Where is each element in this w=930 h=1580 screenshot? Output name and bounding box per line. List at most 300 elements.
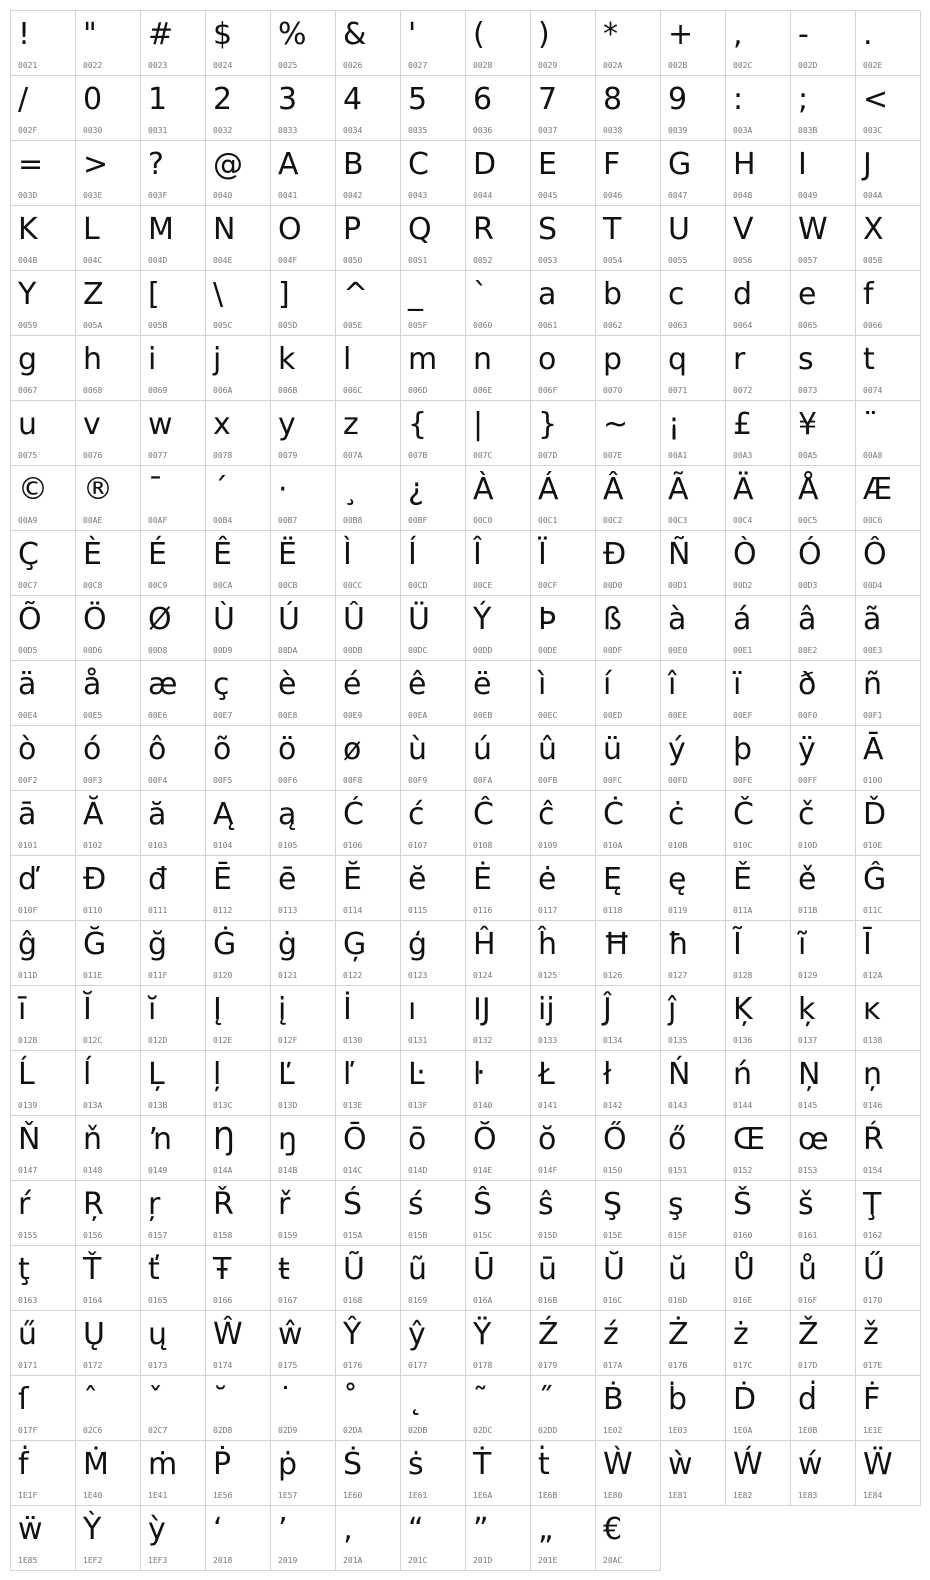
glyph-cell	[336, 791, 401, 856]
glyph-cell	[791, 141, 856, 206]
glyph-codepoint: 0152	[733, 1166, 753, 1175]
glyph-codepoint: 006D	[408, 386, 428, 395]
glyph-codepoint: 00D6	[83, 646, 103, 655]
glyph-cell	[791, 726, 856, 791]
glyph-codepoint: 00EA	[408, 711, 428, 720]
glyph-char: ļ	[213, 1057, 222, 1092]
glyph-cell	[726, 336, 791, 401]
glyph-cell	[791, 986, 856, 1051]
glyph-char: Ì	[343, 537, 352, 572]
glyph-char: œ	[798, 1122, 829, 1157]
glyph-codepoint: 1E80	[603, 1491, 623, 1500]
glyph-codepoint: 00EC	[538, 711, 558, 720]
glyph-char: Þ	[538, 602, 557, 637]
glyph-char: ō	[408, 1122, 427, 1157]
glyph-codepoint: 003A	[733, 126, 753, 135]
glyph-char: y	[278, 407, 296, 442]
glyph-char: ž	[863, 1317, 879, 1352]
glyph-char: Ü	[408, 602, 430, 637]
glyph-char: ő	[668, 1122, 687, 1157]
glyph-codepoint: 0164	[83, 1296, 103, 1305]
glyph-cell	[791, 1246, 856, 1311]
glyph-codepoint: 00CE	[473, 581, 493, 590]
glyph-codepoint: 02C7	[148, 1426, 168, 1435]
glyph-codepoint: 201A	[343, 1556, 363, 1565]
glyph-codepoint: 0105	[278, 841, 298, 850]
glyph-cell	[466, 1311, 531, 1376]
glyph-char: Ô	[863, 537, 887, 572]
glyph-char: Ï	[538, 537, 547, 572]
glyph-cell	[401, 11, 466, 76]
glyph-char: ?	[148, 147, 164, 182]
glyph-char: [	[148, 277, 160, 312]
glyph-cell	[661, 1116, 726, 1181]
glyph-char: ·	[278, 472, 288, 507]
glyph-codepoint: 0143	[668, 1101, 688, 1110]
glyph-char: Y	[18, 277, 37, 312]
glyph-cell	[401, 76, 466, 141]
glyph-codepoint: 00F9	[408, 776, 428, 785]
glyph-codepoint: 00E4	[18, 711, 38, 720]
glyph-char: N	[213, 212, 236, 247]
glyph-codepoint: 0053	[538, 256, 558, 265]
glyph-cell	[661, 466, 726, 531]
glyph-codepoint: 0068	[83, 386, 103, 395]
glyph-codepoint: 00FC	[603, 776, 623, 785]
glyph-char: ¡	[668, 407, 681, 442]
glyph-cell	[76, 336, 141, 401]
glyph-codepoint: 0069	[148, 386, 168, 395]
glyph-codepoint: 00D2	[733, 581, 753, 590]
glyph-char: ă	[148, 797, 167, 832]
glyph-cell	[856, 271, 921, 336]
glyph-char: Ū	[473, 1252, 495, 1287]
glyph-cell	[466, 336, 531, 401]
glyph-char: ŕ	[18, 1187, 31, 1222]
glyph-cell	[336, 271, 401, 336]
glyph-char: ú	[473, 732, 493, 767]
glyph-codepoint: 1E83	[798, 1491, 818, 1500]
glyph-char: k	[278, 342, 296, 377]
glyph-char: ṡ	[408, 1447, 424, 1482]
glyph-codepoint: 0029	[538, 61, 558, 70]
glyph-codepoint: 0135	[668, 1036, 688, 1045]
glyph-cell	[401, 596, 466, 661]
glyph-cell	[76, 1441, 141, 1506]
glyph-codepoint: 017E	[863, 1361, 883, 1370]
glyph-char: _	[408, 277, 423, 312]
glyph-cell	[531, 401, 596, 466]
glyph-char: ë	[473, 667, 492, 702]
glyph-codepoint: 002C	[733, 61, 753, 70]
glyph-codepoint: 00E1	[733, 646, 753, 655]
glyph-cell	[271, 791, 336, 856]
glyph-char: ŭ	[668, 1252, 688, 1287]
glyph-char: \	[213, 277, 224, 312]
glyph-codepoint: 015D	[538, 1231, 558, 1240]
glyph-codepoint: 016A	[473, 1296, 493, 1305]
glyph-codepoint: 0116	[473, 906, 493, 915]
glyph-char: Ċ	[603, 797, 624, 832]
glyph-cell	[791, 596, 856, 661]
glyph-codepoint: 015B	[408, 1231, 428, 1240]
glyph-cell	[466, 856, 531, 921]
glyph-char: İ	[343, 992, 352, 1027]
glyph-char: Å	[798, 472, 819, 507]
glyph-cell	[11, 141, 76, 206]
glyph-char: P	[343, 212, 362, 247]
glyph-codepoint: 0076	[83, 451, 103, 460]
glyph-codepoint: 002A	[603, 61, 623, 70]
glyph-char: Ŀ	[408, 1057, 425, 1092]
glyph-cell	[336, 1051, 401, 1116]
glyph-cell	[11, 76, 76, 141]
glyph-cell	[466, 206, 531, 271]
glyph-codepoint: 00AF	[148, 516, 168, 525]
glyph-char: Ŭ	[603, 1252, 625, 1287]
glyph-codepoint: 016D	[668, 1296, 688, 1305]
glyph-codepoint: 0132	[473, 1036, 493, 1045]
glyph-char: `	[473, 277, 488, 312]
glyph-cell	[791, 1116, 856, 1181]
glyph-codepoint: 0133	[538, 1036, 558, 1045]
glyph-cell	[791, 921, 856, 986]
glyph-cell	[141, 791, 206, 856]
glyph-codepoint: 0048	[733, 191, 753, 200]
glyph-cell	[661, 401, 726, 466]
glyph-char: Ř	[213, 1187, 234, 1222]
glyph-char: ^	[343, 277, 369, 312]
glyph-char: ì	[538, 667, 547, 702]
glyph-codepoint: 0030	[83, 126, 103, 135]
glyph-char: +	[668, 17, 694, 52]
glyph-char: ĩ	[798, 927, 807, 962]
glyph-char: Û	[343, 602, 365, 637]
glyph-char: U	[668, 212, 690, 247]
glyph-cell	[661, 986, 726, 1051]
glyph-codepoint: 0115	[408, 906, 428, 915]
glyph-cell	[76, 1246, 141, 1311]
glyph-codepoint: 005B	[148, 321, 168, 330]
glyph-codepoint: 0075	[18, 451, 38, 460]
glyph-codepoint: 00E0	[668, 646, 688, 655]
glyph-char: ´	[213, 472, 228, 507]
glyph-cell	[856, 336, 921, 401]
glyph-codepoint: 02DC	[473, 1426, 493, 1435]
glyph-cell	[76, 466, 141, 531]
glyph-char: í	[603, 667, 612, 702]
glyph-char: 0	[83, 82, 103, 117]
glyph-codepoint: 00BF	[408, 516, 428, 525]
glyph-codepoint: 003B	[798, 126, 818, 135]
glyph-codepoint: 1E0B	[798, 1426, 818, 1435]
glyph-char: q	[668, 342, 688, 377]
glyph-char: Ṁ	[83, 1447, 109, 1482]
glyph-cell	[466, 11, 531, 76]
glyph-cell	[791, 1441, 856, 1506]
glyph-codepoint: 0045	[538, 191, 558, 200]
glyph-cell	[271, 986, 336, 1051]
glyph-cell	[531, 1376, 596, 1441]
glyph-char: {	[408, 407, 428, 442]
glyph-cell	[856, 791, 921, 856]
glyph-cell	[401, 791, 466, 856]
glyph-cell	[336, 1181, 401, 1246]
glyph-cell	[531, 661, 596, 726]
glyph-codepoint: 00A1	[668, 451, 688, 460]
glyph-cell	[856, 856, 921, 921]
glyph-cell	[856, 1116, 921, 1181]
glyph-cell	[76, 271, 141, 336]
glyph-char: å	[83, 667, 102, 702]
glyph-cell	[271, 726, 336, 791]
glyph-cell	[856, 1246, 921, 1311]
glyph-cell	[596, 791, 661, 856]
glyph-codepoint: 0126	[603, 971, 623, 980]
glyph-cell	[531, 271, 596, 336]
glyph-cell	[11, 206, 76, 271]
glyph-codepoint: 0106	[343, 841, 363, 850]
glyph-char: ů	[798, 1252, 818, 1287]
glyph-cell	[141, 141, 206, 206]
glyph-cell	[401, 206, 466, 271]
glyph-codepoint: 0070	[603, 386, 623, 395]
glyph-char: ċ	[668, 797, 685, 832]
glyph-char: ŗ	[148, 1187, 161, 1222]
glyph-codepoint: 00FB	[538, 776, 558, 785]
glyph-cell	[206, 1116, 271, 1181]
glyph-char: Ů	[733, 1252, 755, 1287]
glyph-char: ų	[148, 1317, 168, 1352]
glyph-cell	[856, 466, 921, 531]
glyph-cell	[76, 1181, 141, 1246]
glyph-cell	[76, 1311, 141, 1376]
glyph-char: K	[18, 212, 38, 247]
glyph-cell	[141, 1181, 206, 1246]
glyph-cell	[531, 1311, 596, 1376]
glyph-char: ḃ	[668, 1382, 688, 1417]
glyph-cell	[661, 1181, 726, 1246]
glyph-codepoint: 0171	[18, 1361, 38, 1370]
glyph-cell	[726, 401, 791, 466]
glyph-char: "	[83, 17, 97, 52]
glyph-codepoint: 017A	[603, 1361, 623, 1370]
glyph-cell	[401, 1311, 466, 1376]
glyph-codepoint: 004E	[213, 256, 233, 265]
glyph-codepoint: 0026	[343, 61, 363, 70]
glyph-codepoint: 0137	[798, 1036, 818, 1045]
glyph-char: s	[798, 342, 814, 377]
glyph-cell	[466, 1441, 531, 1506]
glyph-cell	[76, 986, 141, 1051]
glyph-codepoint: 1EF3	[148, 1556, 168, 1565]
glyph-codepoint: 00E7	[213, 711, 233, 720]
glyph-cell	[531, 1441, 596, 1506]
glyph-char: %	[278, 17, 307, 52]
glyph-codepoint: 0112	[213, 906, 233, 915]
glyph-cell	[791, 271, 856, 336]
glyph-char: ď	[18, 862, 38, 897]
glyph-cell	[791, 1311, 856, 1376]
glyph-codepoint: 00B4	[213, 516, 233, 525]
glyph-char: Ļ	[148, 1057, 165, 1092]
glyph-codepoint: 016C	[603, 1296, 623, 1305]
glyph-cell	[11, 1376, 76, 1441]
glyph-char: /	[18, 82, 29, 117]
glyph-cell	[11, 466, 76, 531]
glyph-char: Ī	[863, 927, 872, 962]
glyph-cell	[141, 1441, 206, 1506]
glyph-char: É	[148, 537, 167, 572]
glyph-char: <	[863, 82, 889, 117]
glyph-codepoint: 013F	[408, 1101, 428, 1110]
glyph-char: ð	[798, 667, 817, 702]
glyph-codepoint: 012E	[213, 1036, 233, 1045]
glyph-codepoint: 00D4	[863, 581, 883, 590]
glyph-codepoint: 0172	[83, 1361, 103, 1370]
glyph-cell	[206, 726, 271, 791]
glyph-cell	[726, 661, 791, 726]
glyph-codepoint: 1E1F	[18, 1491, 38, 1500]
glyph-codepoint: 0154	[863, 1166, 883, 1175]
glyph-codepoint: 0118	[603, 906, 623, 915]
glyph-cell	[596, 1506, 661, 1571]
glyph-codepoint: 0169	[408, 1296, 428, 1305]
glyph-codepoint: 013C	[213, 1101, 233, 1110]
glyph-codepoint: 007C	[473, 451, 493, 460]
glyph-codepoint: 1E84	[863, 1491, 883, 1500]
glyph-codepoint: 011A	[733, 906, 753, 915]
glyph-codepoint: 0134	[603, 1036, 623, 1045]
glyph-codepoint: 0039	[668, 126, 688, 135]
glyph-cell	[336, 726, 401, 791]
glyph-char: Ĵ	[603, 992, 612, 1027]
glyph-cell	[596, 1181, 661, 1246]
glyph-cell	[336, 1311, 401, 1376]
glyph-codepoint: 0077	[148, 451, 168, 460]
glyph-cell	[76, 11, 141, 76]
glyph-cell	[661, 921, 726, 986]
glyph-cell	[726, 466, 791, 531]
glyph-codepoint: 0147	[18, 1166, 38, 1175]
glyph-codepoint: 00CF	[538, 581, 558, 590]
glyph-codepoint: 013A	[83, 1101, 103, 1110]
glyph-char: Ã	[668, 472, 689, 507]
glyph-codepoint: 02DD	[538, 1426, 558, 1435]
glyph-char: ě	[798, 862, 817, 897]
glyph-cell	[661, 1311, 726, 1376]
glyph-cell	[401, 141, 466, 206]
glyph-char: ć	[408, 797, 425, 832]
glyph-codepoint: 0071	[668, 386, 688, 395]
glyph-char: m	[408, 342, 438, 377]
glyph-codepoint: 005E	[343, 321, 363, 330]
glyph-cell	[466, 1506, 531, 1571]
glyph-cell	[206, 986, 271, 1051]
glyph-char: ī	[18, 992, 27, 1027]
glyph-char: Ţ	[863, 1187, 882, 1222]
glyph-char: é	[343, 667, 362, 702]
glyph-char: j	[213, 342, 222, 377]
glyph-codepoint: 014D	[408, 1166, 428, 1175]
glyph-cell	[141, 401, 206, 466]
glyph-char: Ŋ	[213, 1122, 236, 1157]
glyph-codepoint: 0103	[148, 841, 168, 850]
glyph-cell	[531, 206, 596, 271]
glyph-codepoint: 0139	[18, 1101, 38, 1110]
glyph-codepoint: 010B	[668, 841, 688, 850]
glyph-char: Ą	[213, 797, 234, 832]
glyph-char: B	[343, 147, 364, 182]
glyph-codepoint: 0142	[603, 1101, 623, 1110]
glyph-char: ş	[668, 1187, 684, 1222]
glyph-cell	[206, 1181, 271, 1246]
glyph-char: ġ	[278, 927, 298, 962]
glyph-char: w	[148, 407, 173, 442]
glyph-char: ŏ	[538, 1122, 557, 1157]
glyph-codepoint: 201C	[408, 1556, 428, 1565]
glyph-codepoint: 0170	[863, 1296, 883, 1305]
glyph-char: ŧ	[278, 1252, 290, 1287]
glyph-cell	[206, 1376, 271, 1441]
glyph-codepoint: 006F	[538, 386, 558, 395]
glyph-char: ŷ	[408, 1317, 426, 1352]
glyph-cell	[401, 401, 466, 466]
glyph-char: ę	[668, 862, 687, 897]
glyph-codepoint: 0175	[278, 1361, 298, 1370]
glyph-cell	[206, 856, 271, 921]
glyph-cell	[271, 1311, 336, 1376]
glyph-codepoint: 012D	[148, 1036, 168, 1045]
glyph-codepoint: 0122	[343, 971, 363, 980]
glyph-cell	[661, 336, 726, 401]
glyph-codepoint: 02C6	[83, 1426, 103, 1435]
glyph-char: Ò	[733, 537, 757, 572]
glyph-codepoint: 00EE	[668, 711, 688, 720]
glyph-codepoint: 1E6A	[473, 1491, 493, 1500]
glyph-cell	[596, 531, 661, 596]
glyph-char: Ð	[603, 537, 627, 572]
glyph-char: W	[798, 212, 828, 247]
glyph-codepoint: 0124	[473, 971, 493, 980]
glyph-cell	[141, 76, 206, 141]
glyph-cell	[401, 986, 466, 1051]
glyph-codepoint: 00C8	[83, 581, 103, 590]
glyph-codepoint: 0073	[798, 386, 818, 395]
glyph-char: ṁ	[148, 1447, 178, 1482]
glyph-char: i	[148, 342, 157, 377]
glyph-grid	[10, 10, 920, 1571]
glyph-codepoint: 0041	[278, 191, 298, 200]
glyph-cell	[206, 401, 271, 466]
glyph-cell	[726, 1181, 791, 1246]
glyph-char: Z	[83, 277, 104, 312]
glyph-char: L	[83, 212, 100, 247]
glyph-codepoint: 0130	[343, 1036, 363, 1045]
glyph-cell	[336, 1441, 401, 1506]
glyph-cell	[726, 856, 791, 921]
glyph-codepoint: 1E56	[213, 1491, 233, 1500]
glyph-cell	[336, 596, 401, 661]
glyph-char: ŝ	[538, 1187, 554, 1222]
glyph-cell	[661, 141, 726, 206]
glyph-cell	[76, 596, 141, 661]
glyph-char: Ķ	[733, 992, 753, 1027]
glyph-codepoint: 0057	[798, 256, 818, 265]
glyph-char: Ṫ	[473, 1447, 492, 1482]
glyph-codepoint: 017F	[18, 1426, 38, 1435]
glyph-cell	[726, 1441, 791, 1506]
